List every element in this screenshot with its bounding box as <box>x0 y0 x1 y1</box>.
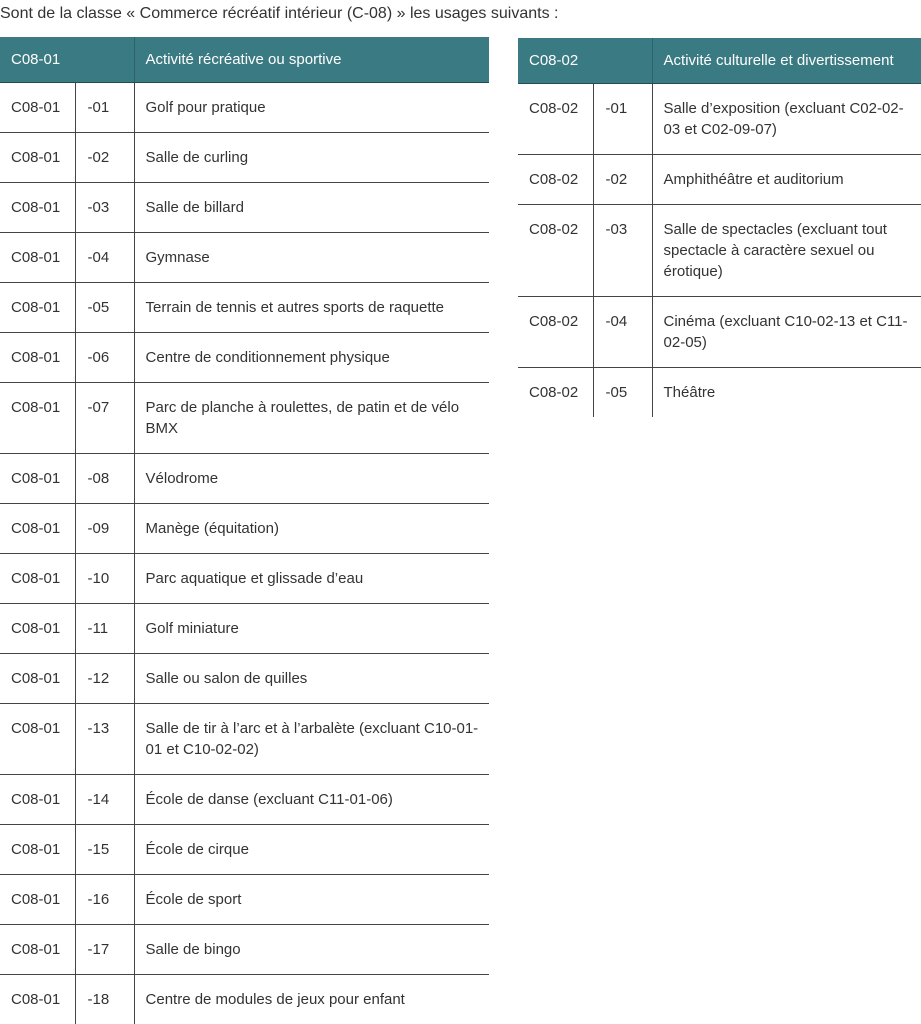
usage-suffix: -08 <box>75 453 134 503</box>
usage-code: C08-01 <box>0 874 75 924</box>
usage-suffix: -03 <box>593 204 652 296</box>
table-body <box>0 82 489 1024</box>
table-row <box>0 553 489 603</box>
usage-suffix: -13 <box>75 703 134 774</box>
usage-suffix: -01 <box>75 82 134 132</box>
usage-label: Gymnase <box>134 232 489 282</box>
table-row <box>0 332 489 382</box>
table-row <box>0 653 489 703</box>
table-header-row <box>0 37 489 82</box>
table-body <box>518 83 921 417</box>
usage-code: C08-01 <box>0 282 75 332</box>
usage-suffix: -05 <box>593 367 652 417</box>
usage-label: Centre de conditionnement physique <box>134 332 489 382</box>
table-row <box>0 603 489 653</box>
table-row <box>518 83 921 154</box>
table-row <box>518 296 921 367</box>
usage-code: C08-01 <box>0 974 75 1024</box>
usage-code: C08-02 <box>518 204 593 296</box>
table-row <box>0 282 489 332</box>
usage-code: C08-01 <box>0 824 75 874</box>
usage-code: C08-01 <box>0 232 75 282</box>
usage-suffix: -04 <box>75 232 134 282</box>
table-row <box>0 874 489 924</box>
usage-code: C08-01 <box>0 603 75 653</box>
usage-suffix: -14 <box>75 774 134 824</box>
table-row <box>0 503 489 553</box>
usage-label: Terrain de tennis et autres sports de raquette <box>134 282 489 332</box>
usage-label: Parc aquatique et glissade d’eau <box>134 553 489 603</box>
usage-suffix: -12 <box>75 653 134 703</box>
usage-code: C08-02 <box>518 367 593 417</box>
header-code: C08-01 <box>0 37 134 82</box>
intro-text: Sont de la classe « Commerce récréatif intérieur (C-08) » les usages suivants : <box>0 5 559 22</box>
usage-code: C08-01 <box>0 703 75 774</box>
table-row <box>0 974 489 1024</box>
usage-code: C08-01 <box>0 382 75 453</box>
usage-code: C08-01 <box>0 332 75 382</box>
usage-label: Salle ou salon de quilles <box>134 653 489 703</box>
usage-label: Vélodrome <box>134 453 489 503</box>
table-row <box>518 367 921 417</box>
usage-label: Centre de modules de jeux pour enfant <box>145 990 405 1008</box>
table-row <box>0 824 489 874</box>
usage-code: C08-01 <box>0 182 75 232</box>
table-row <box>0 382 489 453</box>
usage-label: Amphithéâtre et auditorium <box>652 154 921 204</box>
header-code: C08-02 <box>518 38 652 83</box>
usage-label: Salle de spectacles (excluant tout spectacle à caractère sexuel ou érotique) <box>652 204 921 296</box>
usage-code: C08-01 <box>0 653 75 703</box>
table-row <box>0 232 489 282</box>
usage-suffix: -05 <box>75 282 134 332</box>
usage-label: École de sport <box>134 874 489 924</box>
table-row <box>518 204 921 296</box>
table-row <box>0 774 489 824</box>
usage-label: Cinéma (excluant C10-02-13 et C11-02-05) <box>652 296 921 367</box>
usage-label: Théâtre <box>663 383 716 401</box>
usage-code: C08-02 <box>518 296 593 367</box>
usage-code: C08-02 <box>518 83 593 154</box>
usage-code: C08-01 <box>0 82 75 132</box>
table-row <box>0 132 489 182</box>
usage-code: C08-02 <box>518 154 593 204</box>
usage-label: Salle d’exposition (excluant C02-02-03 et C02-09-07) <box>652 83 921 154</box>
table-row <box>0 703 489 774</box>
header-label: Activité culturelle et divertissement <box>652 38 921 83</box>
usage-suffix: -09 <box>75 503 134 553</box>
usage-suffix: -07 <box>75 382 134 453</box>
usage-code: C08-01 <box>0 924 75 974</box>
usage-label: Parc de planche à roulettes, de patin et de vélo BMX <box>134 382 489 453</box>
usage-code: C08-01 <box>0 774 75 824</box>
usage-label: Salle de bingo <box>134 924 489 974</box>
usage-code: C08-01 <box>0 132 75 182</box>
usage-suffix: -15 <box>75 824 134 874</box>
usage-label: Golf miniature <box>134 603 489 653</box>
table-row <box>0 453 489 503</box>
header-label: Activité récréative ou sportive <box>134 37 489 82</box>
table-header-row <box>518 38 921 83</box>
usage-label: Salle de billard <box>134 182 489 232</box>
usage-suffix: -06 <box>75 332 134 382</box>
table-recreational-sports <box>0 37 489 1024</box>
usage-suffix: -16 <box>75 874 134 924</box>
usage-label: Golf pour pratique <box>134 82 489 132</box>
usage-suffix: -04 <box>593 296 652 367</box>
usage-label: Manège (équitation) <box>134 503 489 553</box>
table-cultural-entertainment <box>518 38 921 417</box>
usage-suffix: -02 <box>593 154 652 204</box>
usage-suffix: -01 <box>593 83 652 154</box>
usage-suffix: -17 <box>75 924 134 974</box>
usage-code: C08-01 <box>0 503 75 553</box>
table-row <box>0 82 489 132</box>
usage-suffix: -02 <box>75 132 134 182</box>
usage-suffix: -03 <box>75 182 134 232</box>
table-row <box>0 924 489 974</box>
usage-label: Salle de curling <box>134 132 489 182</box>
usage-code: C08-01 <box>0 553 75 603</box>
table-row <box>518 154 921 204</box>
usage-code: C08-01 <box>0 453 75 503</box>
usage-suffix: -18 <box>75 974 134 1024</box>
usage-suffix: -10 <box>75 553 134 603</box>
usage-label: École de danse (excluant C11-01-06) <box>134 774 489 824</box>
usage-suffix: -11 <box>75 603 134 653</box>
table-row <box>0 182 489 232</box>
usage-label: Salle de tir à l’arc et à l’arbalète (excluant C10-01-01 et C10-02-02) <box>134 703 489 774</box>
usage-label: École de cirque <box>134 824 489 874</box>
